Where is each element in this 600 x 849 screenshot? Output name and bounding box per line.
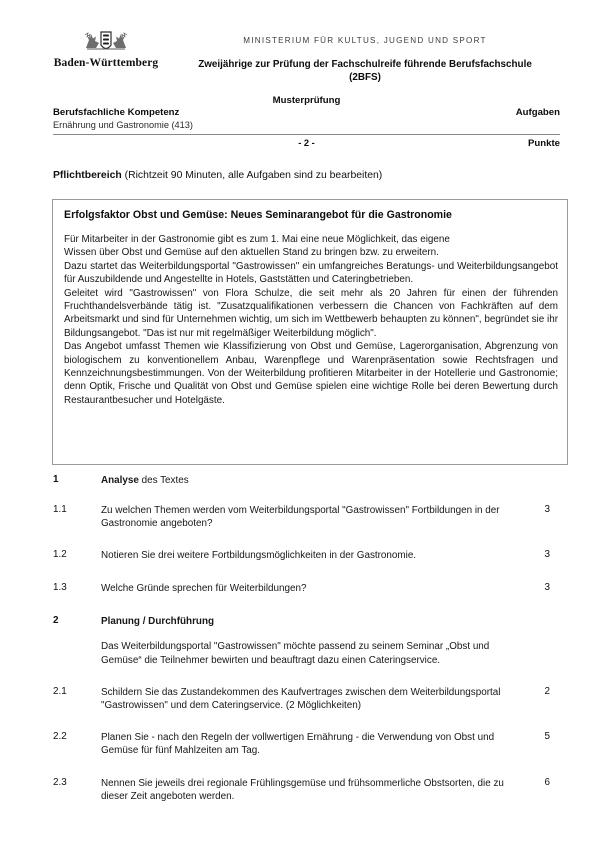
task-text: Nennen Sie jeweils drei regionale Frühlingsgemüse und frühsommerliche Obstsorten, die zu dieser Zeit angeboten werden. bbox=[101, 777, 504, 802]
spacer bbox=[53, 488, 560, 504]
task-number: 2 bbox=[53, 615, 59, 627]
state-logo bbox=[52, 28, 160, 69]
school-type-line-1: Zweijährige zur Prüfung der Fachschulreife führende Berufsfachschule bbox=[198, 59, 532, 70]
state-label: Baden-Württemberg bbox=[53, 57, 159, 69]
task-number: 2.3 bbox=[53, 776, 67, 788]
task-points: 3 bbox=[544, 549, 550, 561]
article-paragraph-1-line-1: Für Mitarbeiter in der Gastronomie gibt es zum 1. Mai eine neue Möglichkeit, das eigene bbox=[64, 234, 450, 245]
task-row bbox=[53, 582, 560, 596]
task-text: Planung / Durchführung bbox=[101, 616, 215, 628]
task-text: Schildern Sie das Zustandekommen des Kaufvertrages zwischen dem Weiterbildungsportal "Gastrowissen" und dem Cateringservice. (2 Möglichkeiten) bbox=[101, 686, 501, 712]
task-number: 1.3 bbox=[53, 582, 67, 594]
mandatory-section-note bbox=[53, 170, 382, 181]
task-row bbox=[53, 686, 560, 712]
article-paragraph-1-line-2: Wissen über Obst und Gemüse auf den aktuellen Stand zu bringen bzw. zu erweitern. bbox=[64, 247, 439, 259]
column-header-tasks: Aufgaben bbox=[515, 107, 560, 118]
spacer bbox=[53, 629, 560, 640]
spacer bbox=[53, 667, 560, 686]
article-paragraph-3: Geleitet wird "Gastrowissen" von Flora Schulze, die seit mehr als 20 Jahren für einen der führenden Fruchthandelsverbände tätig ist. "Zusatzqualifikationen verbessern die Chancen von Fachkräften auf dem Arbeitsmarkt und sind für Unternehmen wichtig, um sich im Wettbewerb behaupten zu können", begründet sie ihr Bildungsangebot. "Das ist nur mit regelmäßiger Weiterbildung möglich". bbox=[64, 287, 558, 339]
task-number: 1.2 bbox=[53, 549, 67, 561]
subject-row bbox=[53, 107, 560, 133]
page-number-row bbox=[53, 138, 560, 152]
task-text: Das Weiterbildungsportal "Gastrowissen" möchte passend zu seinem Seminar „Obst und Gemüse“ die Teilnehmer bewirten und beauftragt dazu einen Cateringservice. bbox=[101, 641, 490, 666]
exam-type-label: Musterprüfung bbox=[272, 95, 341, 106]
task-points: 3 bbox=[544, 582, 550, 594]
spacer bbox=[53, 563, 560, 582]
task-text-bold: Analyse bbox=[101, 475, 139, 486]
header-divider bbox=[53, 134, 560, 135]
spacer bbox=[53, 530, 560, 549]
spacer bbox=[53, 758, 560, 777]
task-text: Welche Gründe sprechen für Weiterbildungen? bbox=[101, 583, 307, 595]
article-box bbox=[52, 199, 568, 465]
task-number: 2.2 bbox=[53, 731, 67, 743]
mandatory-section-detail: (Richtzeit 90 Minuten, alle Aufgaben sind zu bearbeiten) bbox=[121, 170, 383, 181]
task-points: 2 bbox=[544, 685, 550, 697]
subject-subtitle: Ernährung und Gastronomie (413) bbox=[53, 120, 193, 130]
task-text bbox=[101, 474, 504, 487]
subject-title: Berufsfachliche Kompetenz bbox=[53, 107, 180, 118]
task-points: 5 bbox=[544, 731, 550, 743]
article-paragraph-4: Das Angebot umfasst Themen wie Klassifizierung von Obst und Gemüse, Lagerorganisation, Abgrenzung von biologischem zu konventionellem Anbau, Warenpflege und Warenpräsentation sowie Rechtsfragen und Kennzeichnungsbestimmungen. Von der Weiterbildung profitieren Mitarbeiter in der Hotellerie und Gastronomie; denn Optik, Frische und Qualität von Obst und Gemüse spielen eine wichtige Rolle bei deren Bewertung durch Restaurantbesucher und Hotelgäste. bbox=[64, 341, 558, 406]
task-row bbox=[53, 777, 560, 803]
task-row bbox=[53, 640, 560, 666]
article-paragraph-2: Dazu startet das Weiterbildungsportal "Gastrowissen" ein umfangreiches Beratungs- und Weiterbildungsangebot für Auszubildende und Angestellte in Hotels, Gaststätten und Cateringbetrieben. bbox=[64, 260, 558, 286]
task-row bbox=[53, 474, 560, 488]
school-type-title bbox=[165, 58, 565, 84]
column-header-points: Punkte bbox=[528, 138, 560, 149]
task-row bbox=[53, 615, 560, 629]
task-row bbox=[53, 504, 560, 530]
task-list bbox=[53, 474, 560, 803]
school-type-line-2: (2BFS) bbox=[349, 72, 381, 83]
mandatory-section-label: Pflichtbereich bbox=[53, 170, 122, 181]
coat-of-arms-icon bbox=[84, 28, 128, 56]
task-text: Notieren Sie drei weitere Fortbildungsmöglichkeiten in der Gastronomie. bbox=[101, 550, 417, 562]
task-number: 1 bbox=[53, 474, 59, 485]
task-text: Zu welchen Themen werden vom Weiterbildungsportal "Gastrowissen" Fortbildungen in der Gastronomie angeboten? bbox=[101, 505, 500, 530]
task-points: 3 bbox=[544, 504, 550, 515]
spacer bbox=[53, 712, 560, 731]
task-row bbox=[53, 731, 560, 757]
task-row bbox=[53, 549, 560, 563]
task-number: 2.1 bbox=[53, 685, 67, 697]
task-points: 6 bbox=[544, 776, 550, 788]
article-body bbox=[64, 233, 558, 407]
ministry-title: MINISTERIUM FÜR KULTUS, JUGEND UND SPORT bbox=[243, 36, 487, 45]
article-title: Erfolgsfaktor Obst und Gemüse: Neues Seminarangebot für die Gastronomie bbox=[64, 209, 452, 221]
task-number: 1.1 bbox=[53, 504, 67, 515]
task-text-rest: des Textes bbox=[138, 475, 189, 486]
page-number: - 2 - bbox=[298, 138, 315, 148]
task-text: Planen Sie - nach den Regeln der vollwertigen Ernährung - die Verwendung von Obst und Gemüse für fünf Mahlzeiten am Tag. bbox=[101, 732, 495, 757]
spacer bbox=[53, 596, 560, 615]
